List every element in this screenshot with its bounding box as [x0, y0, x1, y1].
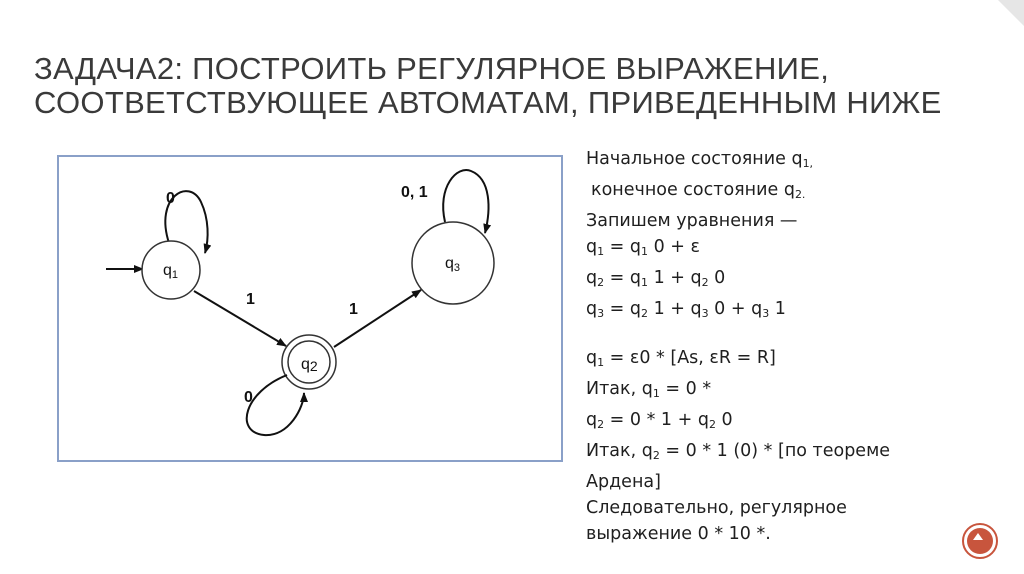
next-slide-button-fill — [967, 528, 993, 554]
loop-q1-label: 0 — [166, 190, 175, 207]
corner-decoration — [998, 0, 1024, 26]
solution-panel — [586, 345, 1006, 547]
solution-line-5: Ардена] — [586, 472, 661, 492]
loop-q2-label: 0 — [244, 389, 253, 406]
initial-state-line: Начальное состояние $q_{1,}$ — [586, 149, 814, 170]
state-q3-label: q3 — [445, 255, 461, 274]
equation-q1: $q_1 = q_1$ 0 + ε — [586, 237, 700, 258]
solution-line-6: Следовательно, регулярное — [586, 498, 847, 518]
edge-q1-q2 — [194, 291, 286, 346]
equation-q2: $q_2 = q_1$ $1 + q_2$ 0 — [586, 268, 726, 289]
automaton-diagram — [57, 155, 563, 462]
equations-panel — [586, 146, 1006, 327]
solution-line-1: $q_1 = \varepsilon 0 * [As$, εR = R] — [586, 348, 776, 369]
solution-line-2: Итак, $q_1 = 0$ * — [586, 379, 712, 400]
automaton-svg — [59, 157, 561, 460]
arrow-up-icon — [973, 533, 983, 540]
title-line-1: ЗАДАЧА2: ПОСТРОИТЬ РЕГУЛЯРНОЕ ВЫРАЖЕНИЕ, — [34, 51, 830, 86]
solution-line-4: Итак, $q_2 = 0 * 1$ (0) * [по теореме — [586, 441, 891, 462]
slide-title — [34, 52, 994, 120]
next-slide-button[interactable] — [962, 523, 998, 559]
edge-q1-q2-label: 1 — [246, 291, 255, 308]
state-q2-label: q2 — [301, 356, 318, 374]
edge-q2-q3-label: 1 — [349, 301, 358, 318]
equations-heading: Запишем уравнения — — [586, 211, 798, 231]
final-state-line: конечное состояние $q_{2.}$ — [591, 180, 806, 201]
state-q1-label: q1 — [163, 262, 179, 281]
equation-q3: $q_3 = q_2$ $1 + q_3$ $0 + q_3$ 1 — [586, 299, 786, 320]
loop-q3-label: 0, 1 — [401, 184, 428, 201]
edge-q2-q3 — [334, 290, 421, 347]
title-line-2: СООТВЕТСТВУЮЩЕЕ АВТОМАТАМ, ПРИВЕДЕННЫМ НИЖЕ — [34, 85, 942, 120]
solution-line-3: $q_2 = 0 * 1 + q_2$ 0 — [586, 410, 733, 431]
solution-line-7: выражение 0 * 10 *. — [586, 524, 771, 544]
